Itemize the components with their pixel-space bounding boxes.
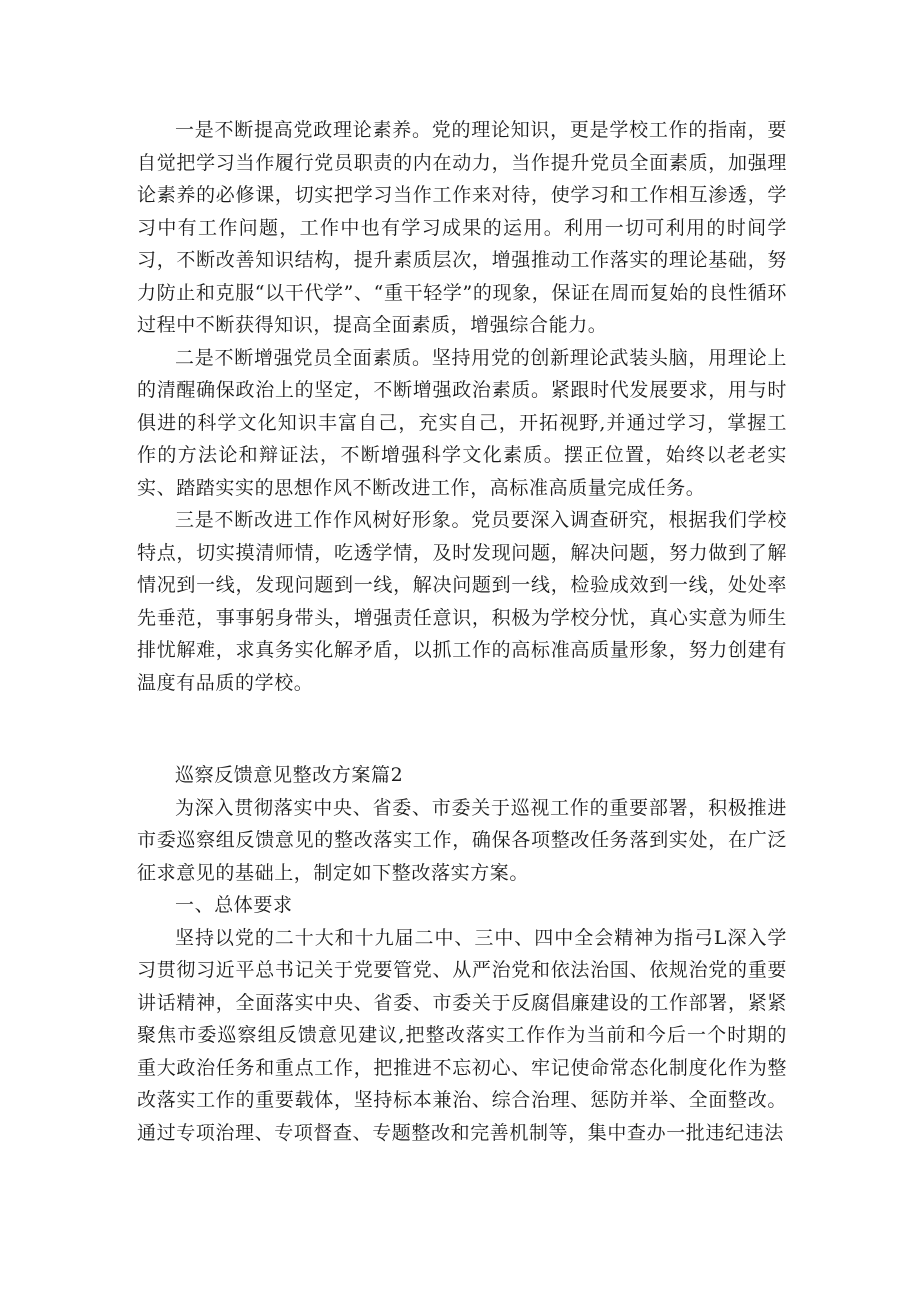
paragraph-general-requirements: 坚持以党的二十大和十九届二中、三中、四中全会精神为指弓L深入学习贯彻习近平总书记关于党要管党、从严治党和依法治国、依规治党的重要讲话精神，全面落实中央、省委、市委关于反腐倡廉建设的工作部署，紧紧聚焦市委巡察组反馈意见建议,把整改落实工作作为当前和今后一个时期的重大政治任务和重点工作，把推进不忘初心、牢记使命常态化制度化作为整改落实工作的重要载体，坚持标本兼治、综合治理、惩防并举、全面整改。通过专项治理、专项督查、专题整改和完善机制等，集中查办一批违纪违法 (137, 926, 787, 1144)
paragraph-work-style: 三是不断改进工作作风树好形象。党员要深入调查研究，根据我们学校特点，切实摸清师情，吃透学情，及时发现问题，解决问题，努力做到了解情况到一线，发现问题到一线，解决问题到一线，检验成效到一线，处处率先垂范，事事躬身带头，增强责任意识，积极为学校分忧，真心实意为师生排忧解难，求真务实化解矛盾，以抓工作的高标准高质量形象，努力创建有温度有品质的学校。 (137, 509, 787, 694)
paragraph-overall-quality: 二是不断增强党员全面素质。坚持用党的创新理论武装头脑，用理论上的清醒确保政治上的坚定，不断增强政治素质。紧跟时代发展要求，用与时俱进的科学文化知识丰富自己，充实自己，开拓视野,并通过学习，掌握工作的方法论和辩证法，不断增强科学文化素质。摆正位置，始终以老老实实、踏踏实实的思想作风不断改进工作，高标准高质量完成任务。 (137, 346, 787, 499)
section-part2 (137, 759, 787, 1149)
section-heading: 一、总体要求 (175, 894, 293, 916)
paragraph-study-theory: 一是不断提高党政理论素养。党的理论知识，更是学校工作的指南，要自觉把学习当作履行党员职责的内在动力，当作提升党员全面素质，加强理论素养的必修课，切实把学习当作工作来对待，使学习和工作相互渗透，学习中有工作问题，工作中也有学习成果的运用。利用一切可利用的时间学习，不断改善知识结构，提升素质层次，增强推动工作落实的理论基础，努力防止和克服“以干代学”、“重干轻学”的现象，保证在周而复始的良性循环过程中不断获得知识，提高全面素质，增强综合能力。 (137, 119, 787, 336)
article-title: 巡察反馈意见整改方案篇2 (175, 764, 404, 786)
section-part1 (137, 114, 787, 699)
paragraph-intro: 为深入贯彻落实中央、省委、市委关于巡视工作的重要部署，积极推进市委巡察组反馈意见的整改落实工作，确保各项整改任务落到实处，在广泛征求意见的基础上，制定如下整改落实方案。 (137, 796, 787, 884)
